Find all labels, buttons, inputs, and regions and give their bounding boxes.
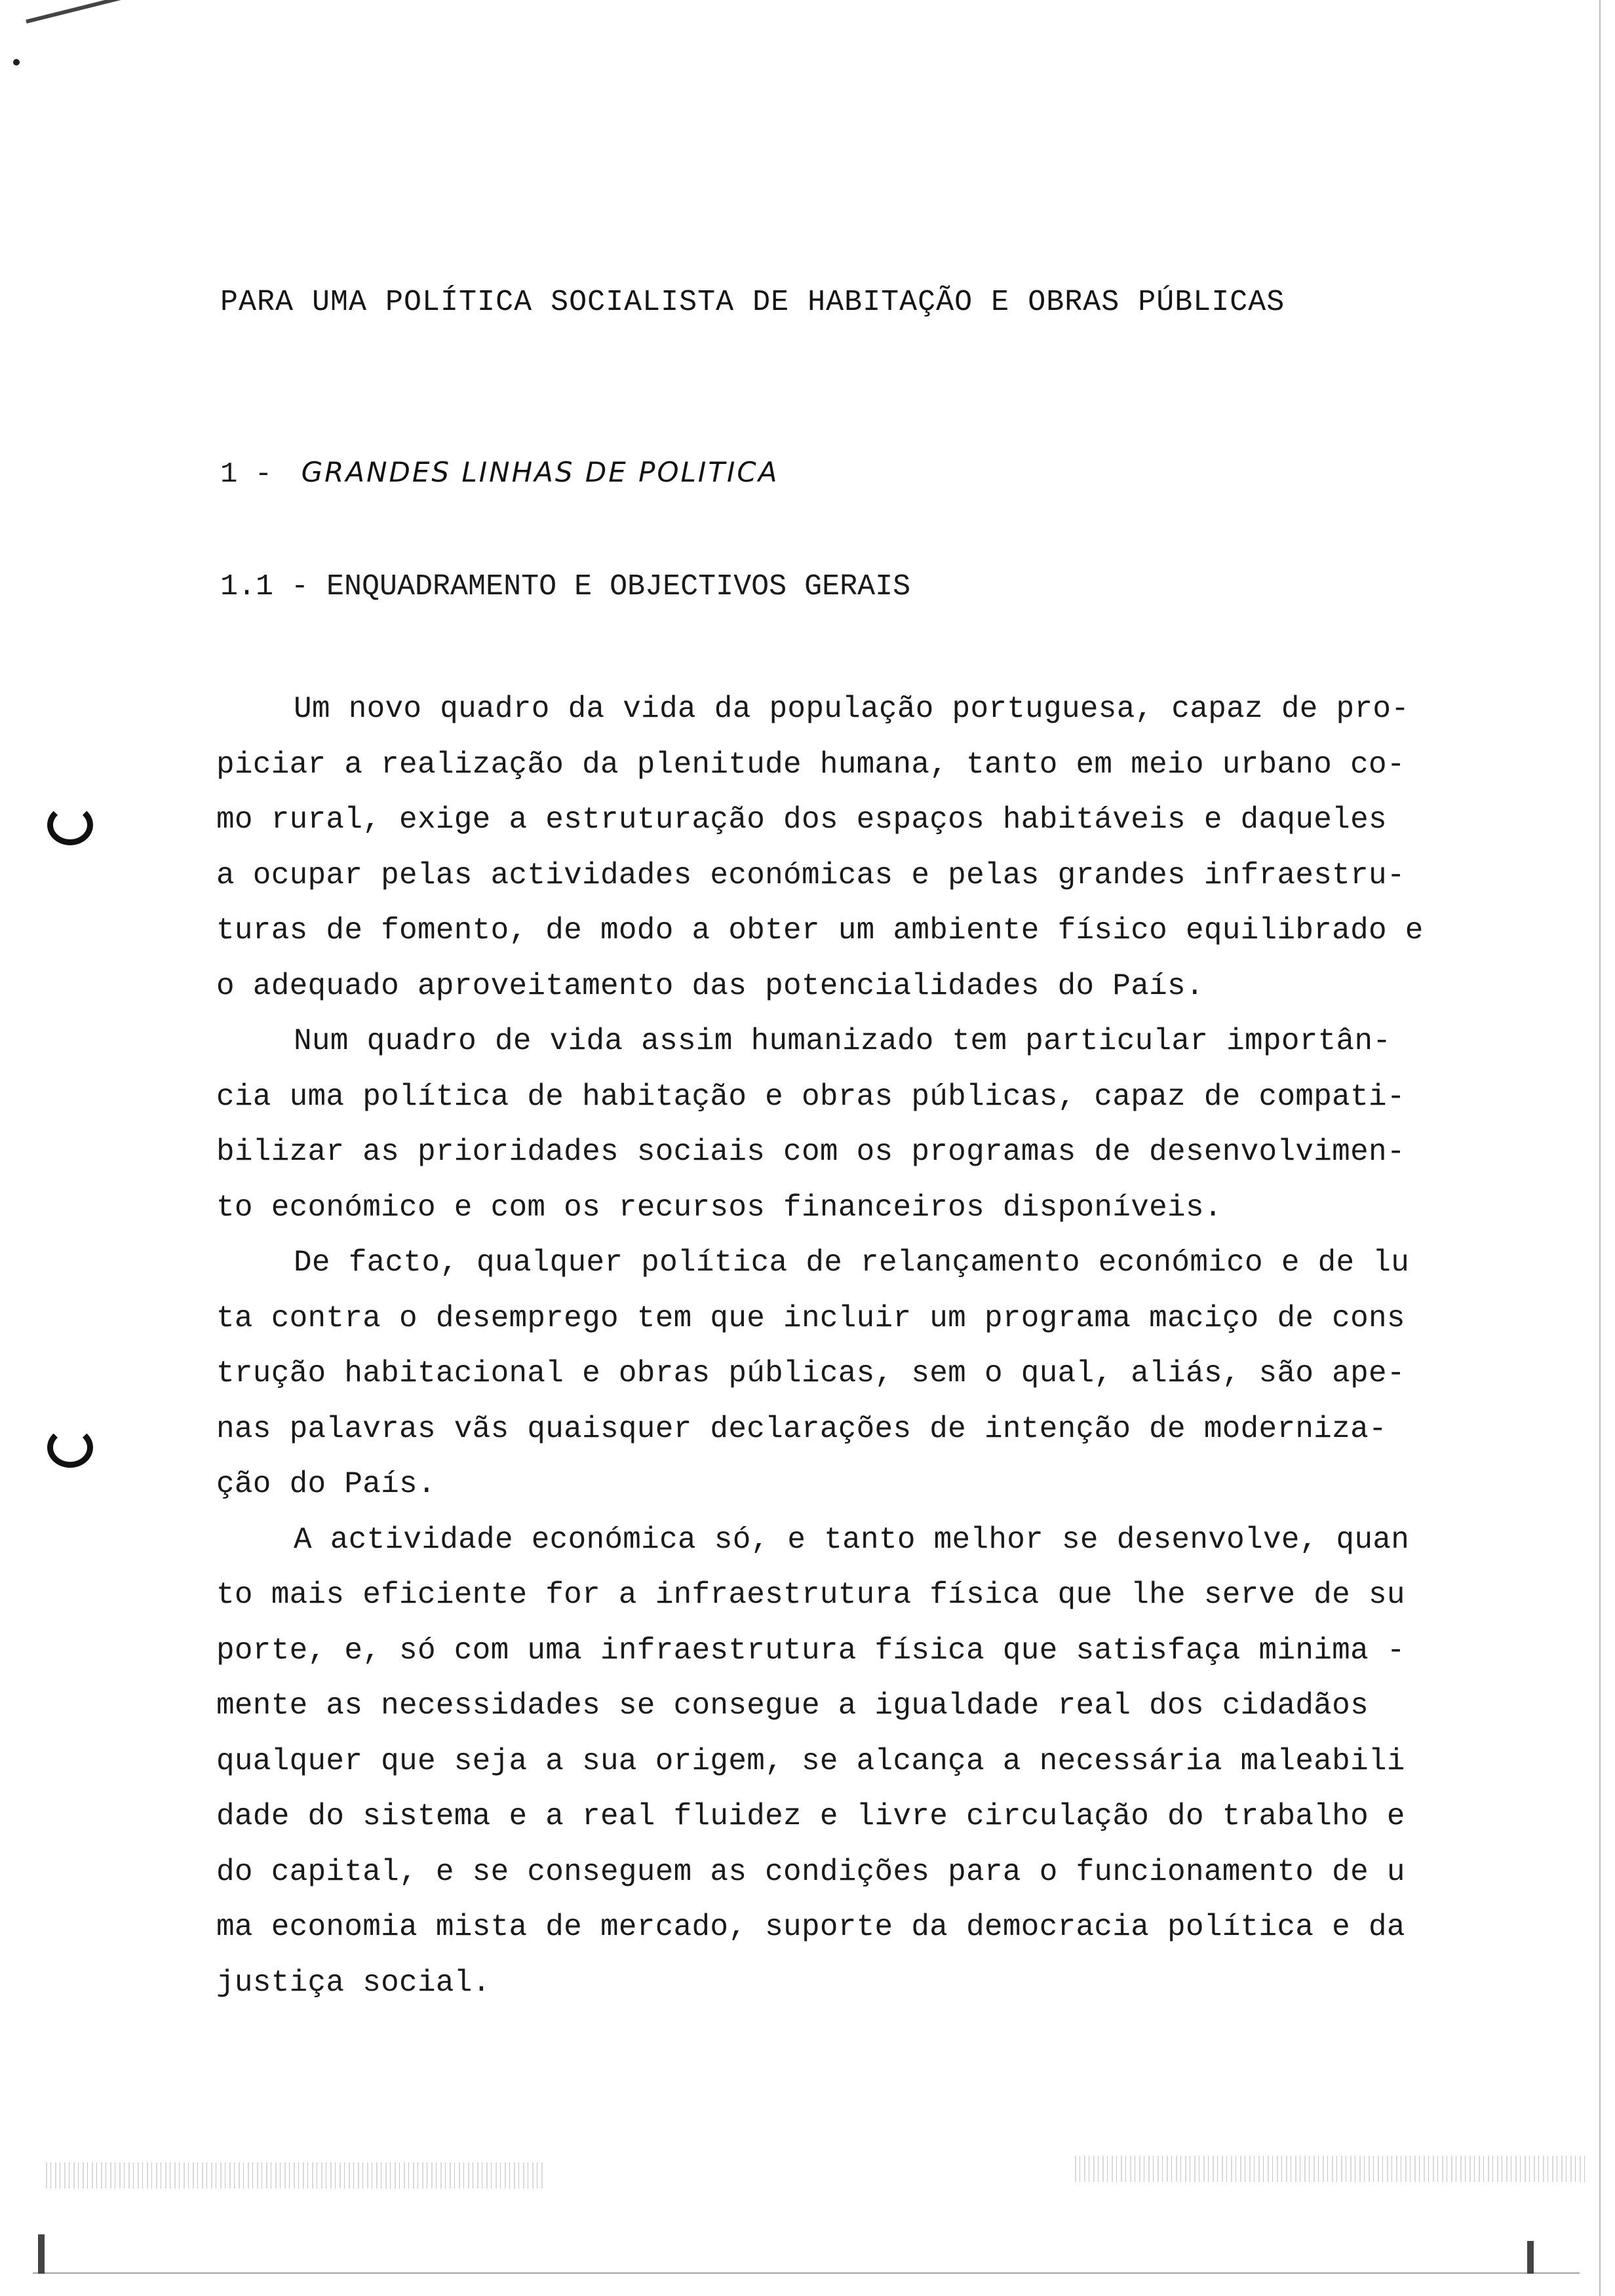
scan-noise-bottom-left [46, 2162, 544, 2189]
scan-mark-top-left [26, 0, 134, 24]
body-line: dade do sistema e a real fluidez e livre circulação do trabalho e [216, 1799, 1405, 1833]
body-line: piciar a realização da plenitude humana, tanto em meio urbano co- [216, 747, 1405, 782]
body-line: justiça social. [216, 1965, 491, 2000]
body-line: ta contra o desemprego tem que incluir um programa maciço de cons [216, 1301, 1405, 1335]
body-line: Um novo quadro da vida da população portuguesa, capaz de pro- [294, 692, 1410, 726]
body-line: mo rural, exige a estruturação dos espaços habitáveis e daqueles [216, 803, 1387, 837]
body-line: trução habitacional e obras públicas, sem o qual, aliás, são ape- [216, 1356, 1405, 1390]
scan-right-edge [1599, 0, 1601, 2296]
body-line: porte, e, só com uma infraestrutura física que satisfaça minima - [216, 1633, 1405, 1668]
scan-mark-bottom-left [38, 2234, 45, 2274]
body-text [216, 681, 1494, 2010]
body-line: ção do País. [216, 1467, 436, 1501]
scan-mark-bottom-right [1527, 2241, 1534, 2274]
scan-speck [13, 59, 20, 66]
scan-bottom-edge [33, 2272, 1580, 2274]
body-line: De facto, qualquer política de relançamento económico e de lu [294, 1246, 1410, 1280]
body-line: turas de fomento, de modo a obter um ambiente físico equilibrado e [216, 913, 1424, 947]
body-line: a ocupar pelas actividades económicas e pelas grandes infraestru- [216, 858, 1405, 892]
body-line: ma economia mista de mercado, suporte da democracia política e da [216, 1910, 1405, 1944]
section-number: 1 - [220, 458, 273, 491]
body-line: nas palavras vãs quaisquer declarações de intenção de moderniza- [216, 1411, 1387, 1446]
body-line: do capital, e se conseguem as condições para o funcionamento de u [216, 1854, 1405, 1889]
scan-noise-bottom-right [1075, 2156, 1586, 2182]
body-line: bilizar as prioridades sociais com os programas de desenvolvimen- [216, 1135, 1405, 1169]
body-line: to mais eficiente for a infraestrutura física que lhe serve de su [216, 1578, 1405, 1612]
body-line: to económico e com os recursos financeiros disponíveis. [216, 1190, 1222, 1225]
body-line: qualquer que seja a sua origem, se alcança a necessária maleabili [216, 1744, 1405, 1778]
document-title: PARA UMA POLÍTICA SOCIALISTA DE HABITAÇÃO E OBRAS PÚBLICAS [220, 286, 1285, 319]
punch-hole-lower [47, 1427, 93, 1468]
body-line: o adequado aproveitamento das potencialidades do País. [216, 968, 1204, 1003]
body-line: A actividade económica só, e tanto melhor se desenvolve, quan [294, 1522, 1410, 1557]
body-line: cia uma política de habitação e obras públicas, capaz de compati- [216, 1079, 1405, 1114]
body-line: Num quadro de vida assim humanizado tem particular importân- [294, 1024, 1391, 1058]
body-line: mente as necessidades se consegue a igualdade real dos cidadãos [216, 1689, 1369, 1723]
subsection-heading: 1.1 - ENQUADRAMENTO E OBJECTIVOS GERAIS [220, 570, 911, 603]
section-handwritten-title: GRANDES LINHAS DE POLITICA [301, 456, 779, 488]
section-heading [220, 456, 779, 491]
punch-hole-upper [47, 805, 93, 845]
